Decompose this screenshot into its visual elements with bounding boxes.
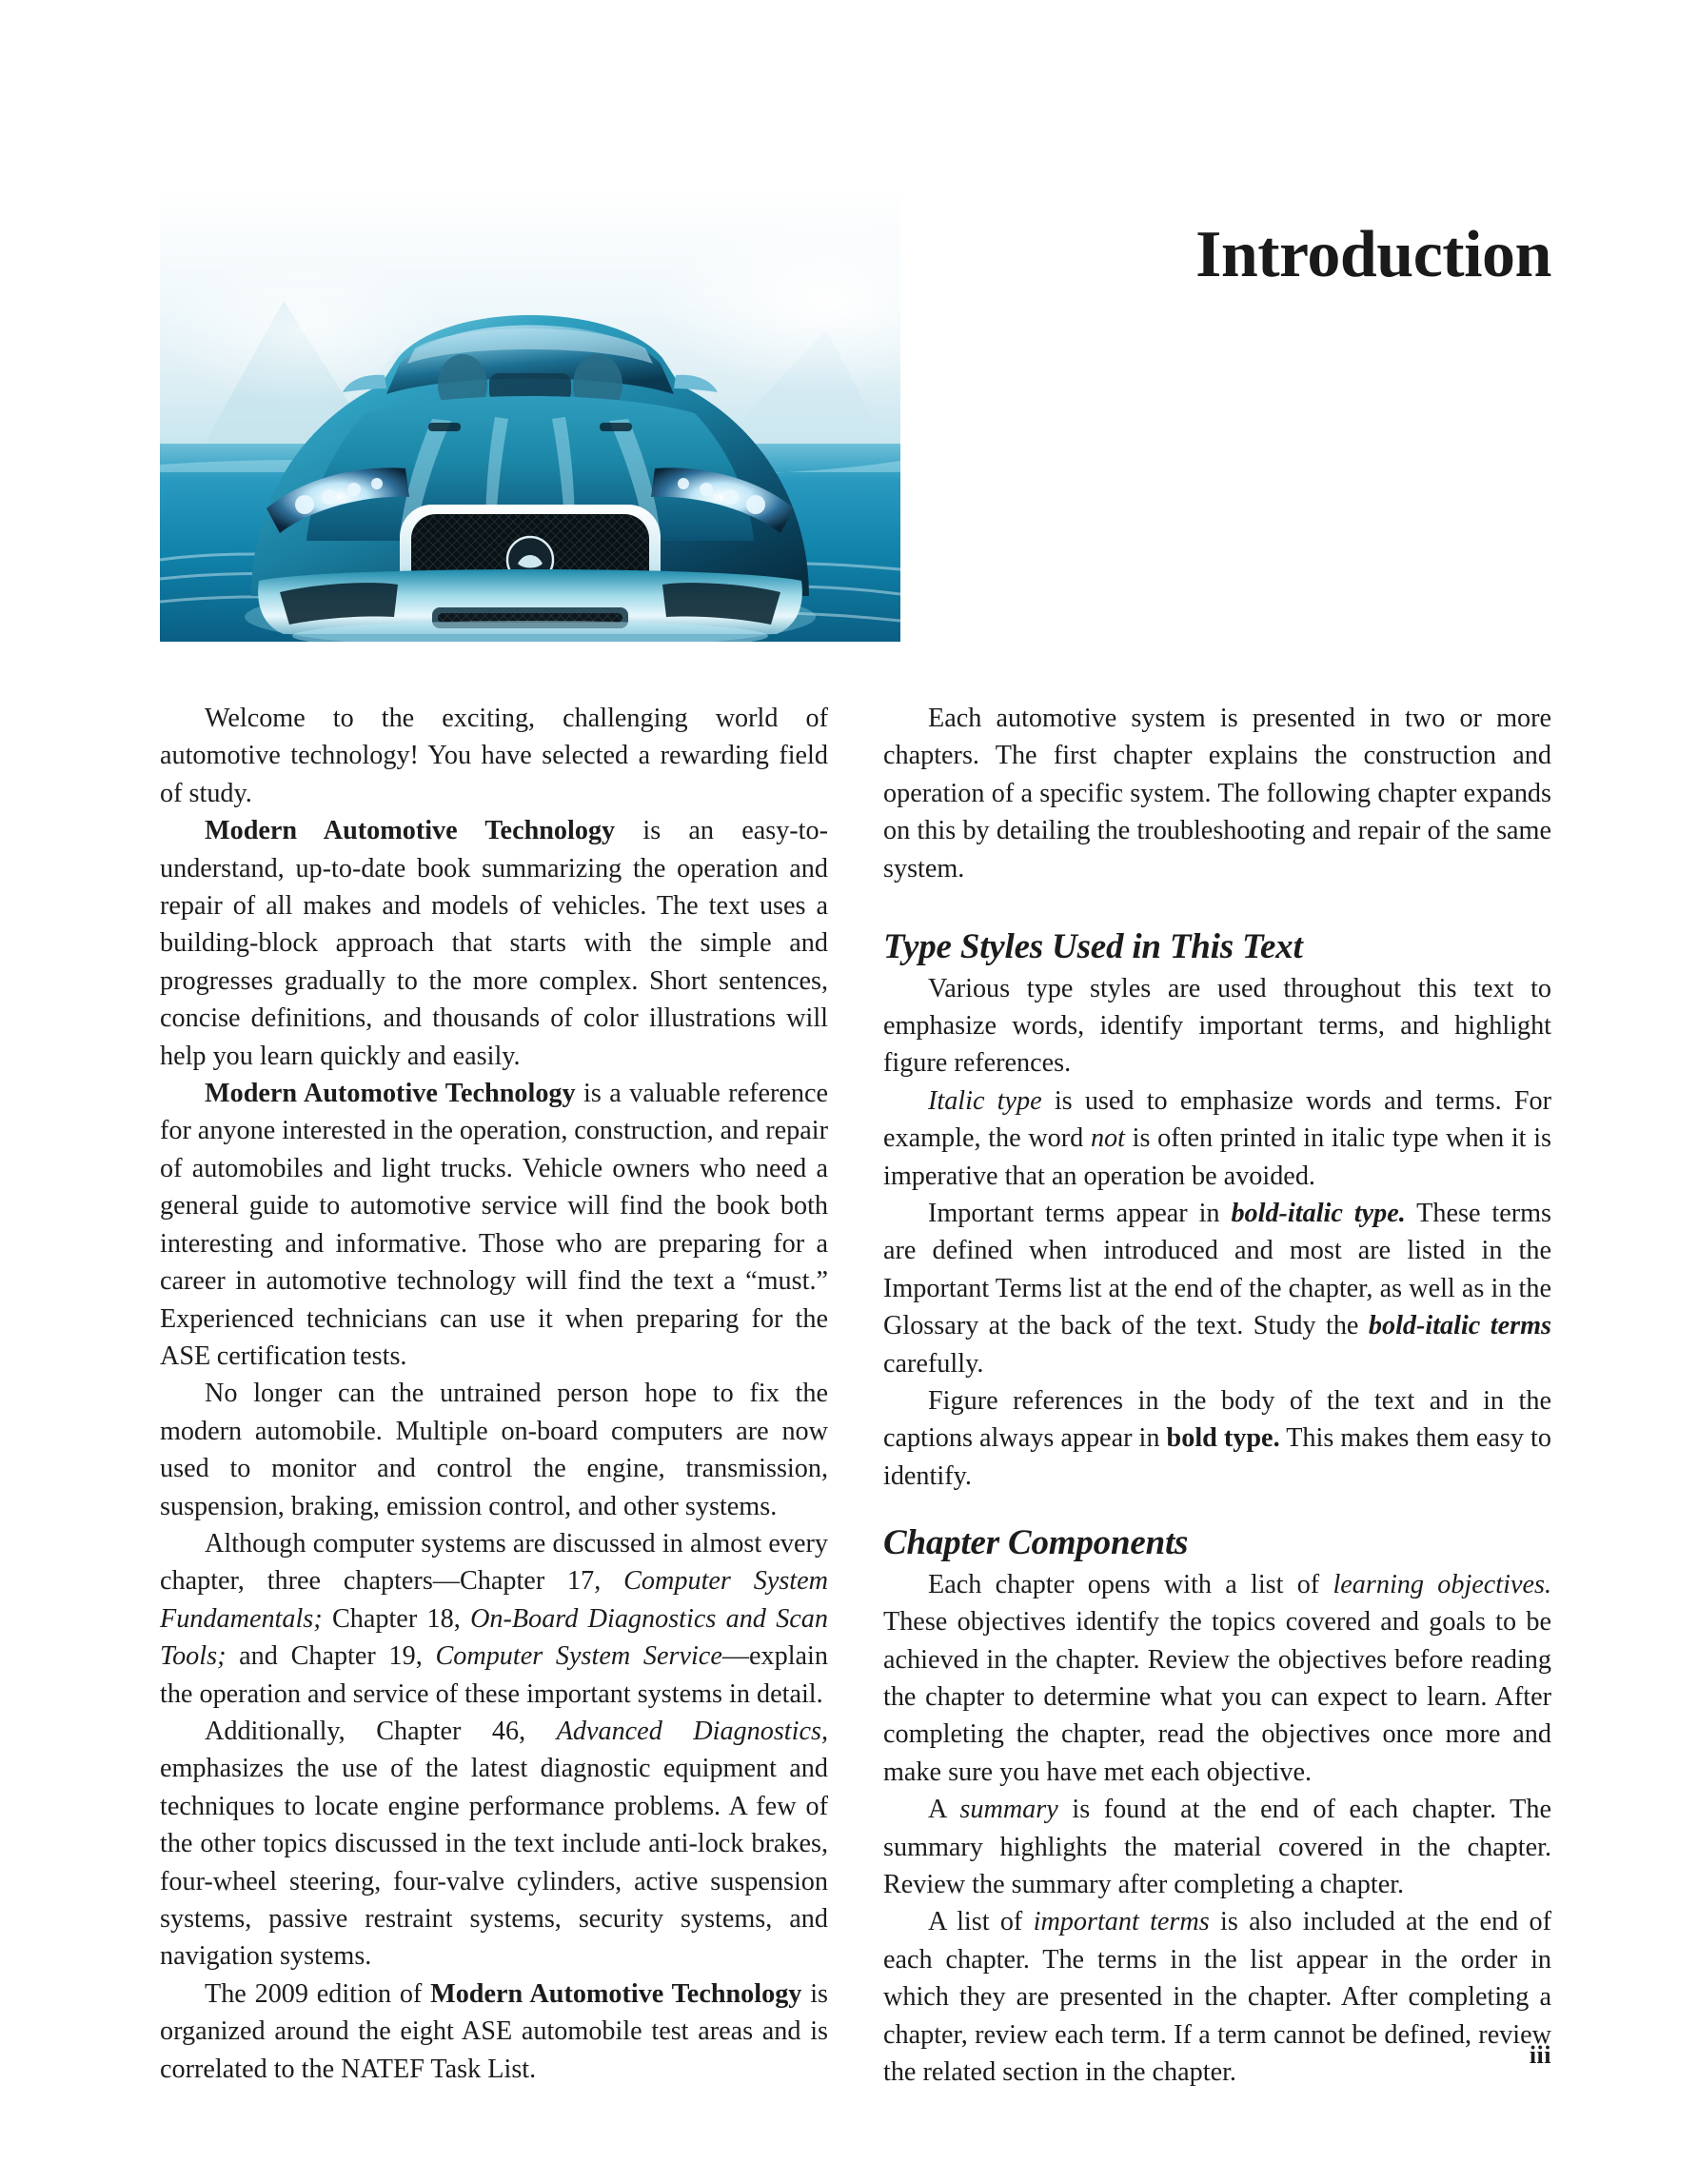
bold-run: Modern Automotive Technology xyxy=(205,816,616,846)
column-left xyxy=(160,700,828,2084)
paragraph-summary xyxy=(883,1791,1551,1903)
text-run: These terms are defined when introduced and most are listed in the Important Terms list at the end of the chapter, as well as in the Glossary at the back of the text. Study the xyxy=(883,1199,1551,1341)
text-run: is organized around the eight ASE automobile test areas and is correlated to the NATEF Task List. xyxy=(160,1978,828,2084)
text-run: is an easy-to-understand, up-to-date book summarizing the operation and repair of all makes and models of vehicles. The text uses a building-block approach that starts with the simple and progresses gradually to the more complex. Short sentences, concise definitions, and thousands of color illustrations will help you learn quickly and easily. xyxy=(160,816,828,1071)
text-run: is also included at the end of each chapter. The terms in the list appear in the order in which they are presented in the chapter. After completing a chapter, review each term. If a term cannot be defined, review the related section in the chapter. xyxy=(883,1907,1551,2088)
paragraph-figure-references xyxy=(883,1382,1551,1495)
paragraph-welcome xyxy=(160,700,828,812)
text-run: is a valuable reference for anyone interested in the operation, construction, and repair of automobiles and light trucks. Vehicle owners who need a general guide to automotive service will find the book both interesting and informative. Those who are preparing for a career in automotive technology will find the text a “must.” Experienced technicians can use it when preparing for the ASE certification tests. xyxy=(160,1079,828,1371)
italic-run: not xyxy=(1090,1123,1125,1154)
italic-run: important terms xyxy=(1033,1907,1210,1937)
text-run: Figure references in the body of the text and in the captions always appear in xyxy=(883,1386,1551,1454)
paragraph-various-type-styles xyxy=(883,970,1551,1082)
italic-run: Computer System Service xyxy=(435,1641,722,1672)
page-number: iii xyxy=(1529,2041,1551,2069)
car-photo xyxy=(160,187,900,642)
text-run: These objectives identify the topics covered and goals to be achieved in the chapter. Review the objectives before reading the chapter to determine what you can expect to learn. After completing the chapter, read the objectives once more and make sure you have met each objective. xyxy=(883,1607,1551,1787)
italic-run: Italic type xyxy=(928,1085,1042,1116)
text-run: —explain the operation and service of these important systems in detail. xyxy=(160,1641,828,1709)
text-run: Although computer systems are discussed in almost every chapter, three chapters—Chapter 17, xyxy=(160,1528,828,1597)
text-run: Each chapter opens with a list of xyxy=(928,1569,1333,1599)
paragraph-easy-to-understand xyxy=(160,812,828,1075)
page-title: Introduction xyxy=(1195,217,1551,291)
text-run: and Chapter 19, xyxy=(226,1641,436,1672)
paragraph-important-terms xyxy=(883,1195,1551,1382)
italic-run: learning objectives. xyxy=(1333,1569,1551,1599)
text-run: The 2009 edition of xyxy=(205,1978,431,2009)
section-heading-type-styles: Type Styles Used in This Text xyxy=(883,927,1303,967)
paragraph-computer-chapters xyxy=(160,1525,828,1713)
text-run: Important terms appear in xyxy=(928,1199,1232,1229)
italic-run: Computer System Fundamentals; xyxy=(160,1566,828,1634)
text-run: carefully. xyxy=(883,1348,984,1379)
paragraph-valuable-reference xyxy=(160,1075,828,1375)
text-run: A xyxy=(928,1795,960,1825)
paragraph-untrained-person xyxy=(160,1375,828,1525)
italic-run: Advanced Diagnostics, xyxy=(556,1716,828,1746)
paragraph-each-system xyxy=(883,700,1551,887)
text-run: emphasizes the use of the latest diagnostic equipment and techniques to locate engine performance problems. A few of the other topics discussed in the text include anti-lock brakes, four-wheel steering, four-valve cylinders, active suspension systems, passive restraint systems, security systems, and navigation systems. xyxy=(160,1754,828,1972)
text-run: Chapter 18, xyxy=(322,1603,471,1634)
header-zone xyxy=(160,177,1551,653)
car-illustration xyxy=(160,187,900,642)
text-run: Additionally, Chapter 46, xyxy=(205,1716,557,1746)
text-run: No longer can the untrained person hope to fix the modern automobile. Multiple on-board computers are now used to monitor and control the engine, transmission, suspension, braking, emission control, and other systems. xyxy=(160,1379,828,1521)
bold-run: Modern Automotive Technology xyxy=(430,1978,802,2009)
italic-run: On-Board Diagnostics and Scan Tools; xyxy=(160,1603,828,1672)
bold-italic-run: bold-italic terms xyxy=(1368,1311,1551,1341)
text-run: Various type styles are used throughout this text to emphasize words, identify important terms, and highlight figure references. xyxy=(883,973,1551,1079)
text-run: Each automotive system is presented in two or more chapters. The first chapter explains the construction and operation of a specific system. The following chapter expands on this by detailing the troubleshooting and repair of the same system. xyxy=(883,704,1551,884)
bold-italic-run: bold-italic type. xyxy=(1231,1199,1406,1229)
paragraph-advanced-diagnostics xyxy=(160,1713,828,1976)
bold-run: Modern Automotive Technology xyxy=(205,1079,576,1109)
text-run: is found at the end of each chapter. The summary highlights the material covered in the chapter. Review the summary after completing a chapter. xyxy=(883,1795,1551,1900)
paragraph-learning-objectives xyxy=(883,1566,1551,1791)
bold-run: bold type. xyxy=(1166,1423,1280,1454)
italic-run: summary xyxy=(959,1795,1058,1825)
paragraph-2009-edition xyxy=(160,1976,828,2088)
paragraph-important-terms-list xyxy=(883,1903,1551,2091)
paragraph-italic-type xyxy=(883,1082,1551,1195)
text-run: This makes them easy to identify. xyxy=(883,1423,1551,1491)
text-run: A list of xyxy=(928,1907,1034,1937)
text-run: Welcome to the exciting, challenging world of automotive technology! You have selected a rewarding field of study. xyxy=(160,704,828,808)
text-run: is used to emphasize words and terms. For example, the word xyxy=(883,1085,1552,1154)
section-heading-chapter-components: Chapter Components xyxy=(883,1523,1189,1563)
text-run: is often printed in italic type when it is imperative that an operation be avoided. xyxy=(883,1123,1551,1191)
